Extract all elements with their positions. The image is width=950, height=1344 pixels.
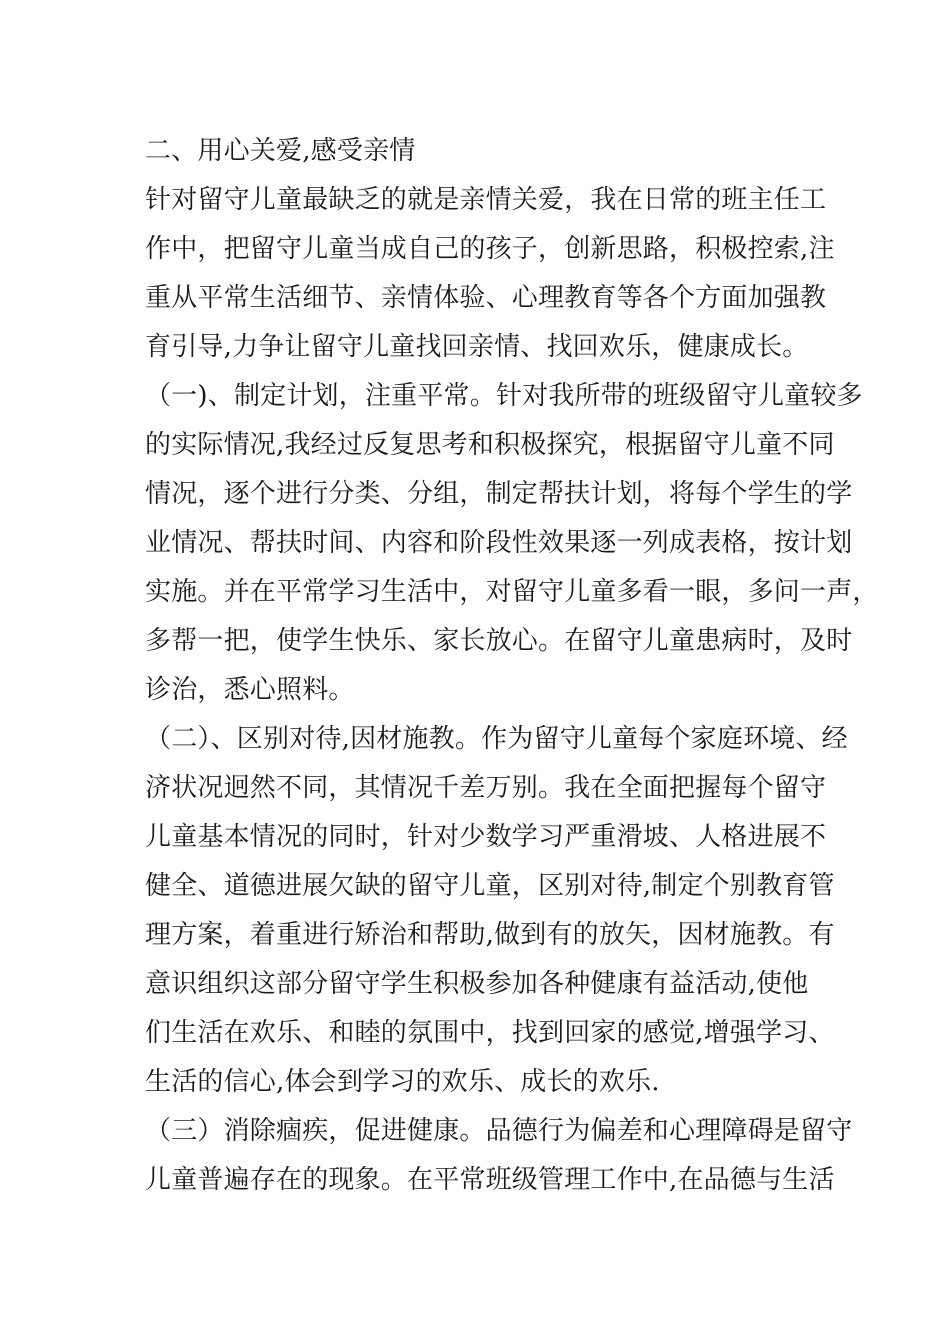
paragraph-line: （一)、制定计划，注重平常。针对我所带的班级留守儿童较多 [145, 381, 863, 411]
paragraph-line: 情况，逐个进行分类、分组，制定帮扶计划，将每个学生的学 [145, 479, 853, 509]
paragraph-line: 重从平常生活细节、亲情体验、心理教育等各个方面加强教 [145, 283, 827, 313]
paragraph-line: （三）消除痼疾，促进健康。品德行为偏差和心理障碍是留守 [145, 1116, 853, 1146]
paragraph-line: 意识组织这部分留守学生积极参加各种健康有益活动,使他 [145, 969, 809, 999]
paragraph-line: 育引导,力争让留守儿童找回亲情、找回欢乐，健康成长。 [145, 332, 809, 362]
paragraph-line: 们生活在欢乐、和睦的氛围中，找到回家的感觉,增强学习、 [145, 1018, 835, 1048]
paragraph-line: 的实际情况,我经过反复思考和积极探究，根据留守儿童不同 [145, 430, 835, 460]
paragraph-line: 作中，把留守儿童当成自己的孩子，创新思路，积极控索,注 [145, 234, 835, 264]
paragraph-line: （二）、区别对待,因材施教。作为留守儿童每个家庭环境、经 [145, 724, 848, 754]
paragraph-line: 诊治，悉心照料。 [145, 675, 355, 705]
paragraph-line: 儿童普遍存在的现象。在平常班级管理工作中,在品德与生活 [145, 1165, 835, 1195]
paragraph-line: 生活的信心,体会到学习的欢乐、成长的欢乐. [145, 1067, 660, 1097]
paragraph-line: 济状况迥然不同，其情况千差万别。我在全面把握每个留守 [145, 773, 827, 803]
section-heading: 二、用心关爱,感受亲情 [145, 136, 416, 166]
paragraph-line: 多帮一把，使学生快乐、家长放心。在留守儿童患病时，及时 [145, 626, 853, 656]
paragraph-line: 儿童基本情况的同时，针对少数学习严重滑坡、人格进展不 [145, 822, 827, 852]
paragraph-line: 理方案，着重进行矫治和帮助,做到有的放矢，因材施教。有 [145, 920, 835, 950]
paragraph-line: 业情况、帮扶时间、内容和阶段性效果逐一列成表格，按计划 [145, 528, 853, 558]
paragraph-line: 针对留守儿童最缺乏的就是亲情关爱，我在日常的班主任工 [145, 185, 827, 215]
paragraph-line: 实施。并在平常学习生活中，对留守儿童多看一眼，多问一声， [145, 577, 879, 607]
paragraph-line: 健全、道德进展欠缺的留守儿童，区别对待,制定个别教育管 [145, 871, 835, 901]
